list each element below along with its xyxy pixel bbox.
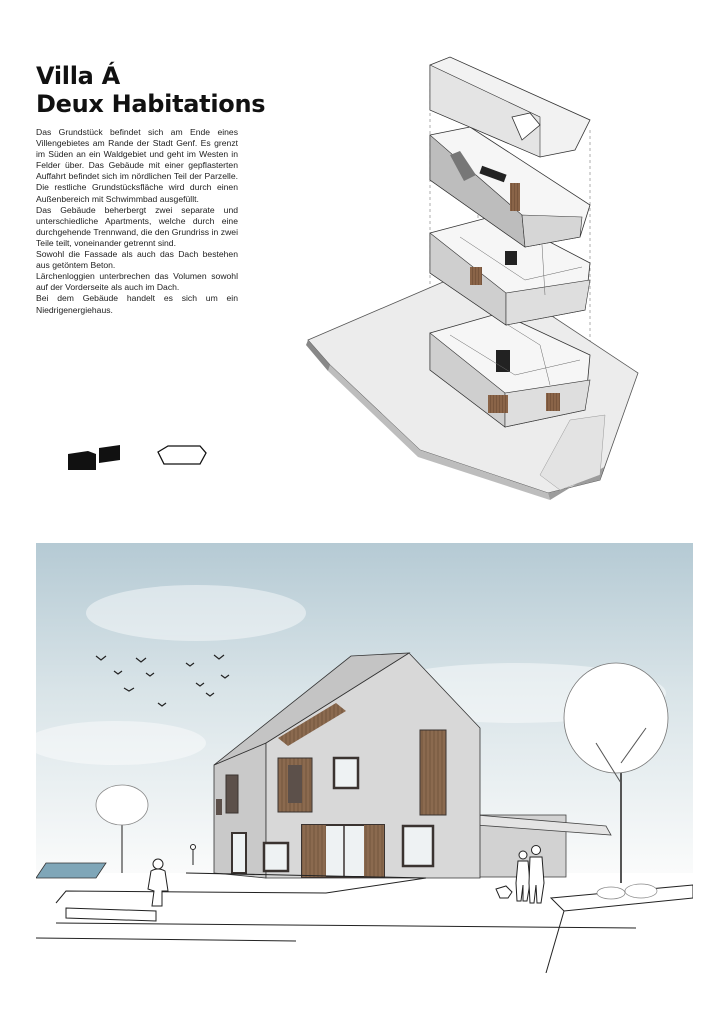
paragraph-loggias: Lärchenloggien unterbrechen das Volumen sowohl auf der Vorderseite als auch im Dach. <box>36 271 238 293</box>
paragraph-apartments: Das Gebäude beherbergt zwei separate und unterschiedliche Apartments, welche durch eine durchgehende Trennwand, die den Grundriss in zwei Teile teilt, voneinander getrennt sind. <box>36 204 238 248</box>
title-line-2: Deux Habitations <box>36 90 266 118</box>
title-line-1: Villa Á <box>36 62 120 90</box>
hexagon-outline-icon <box>158 446 206 464</box>
description-text <box>36 127 238 316</box>
concept-icons <box>66 440 216 476</box>
paragraph-energy: Bei dem Gebäude handelt es sich um ein Niedrigenergiehaus. <box>36 293 238 315</box>
perspective-rendering <box>36 543 693 973</box>
pool <box>36 863 106 878</box>
massing-icon <box>68 445 120 470</box>
exploded-axonometric-drawing <box>300 55 645 505</box>
paragraph-facade: Sowohl die Fassade als auch das Dach bestehen aus getöntem Beton. <box>36 249 238 271</box>
paragraph-site: Das Grundstück befindet sich am Ende eines Villengebietes am Rande der Stadt Genf. Es grenzt im Süden an ein Waldgebiet und geht im Westen in Felder über. Das Gebäude mit einer gepflasterten Auffahrt befindet sich im nördlichen Teil der Parzelle. Die restliche Grundstücksfläche wird durch einen Außenbereich mit Schwimmbad ausgefüllt. <box>36 127 238 204</box>
page-title <box>36 62 265 118</box>
ground <box>36 873 693 973</box>
